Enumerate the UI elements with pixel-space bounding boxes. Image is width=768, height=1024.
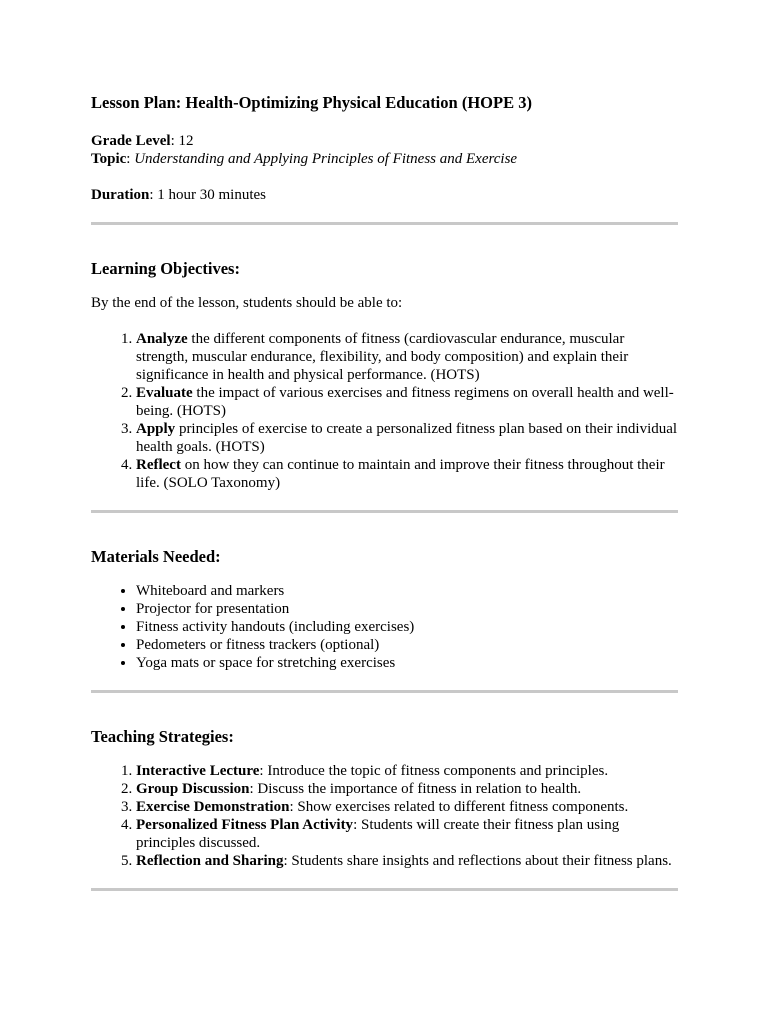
list-item	[136, 420, 678, 456]
strategy-text: : Students will create their fitness plan using principles discussed.	[136, 817, 620, 851]
list-item	[136, 816, 678, 852]
duration-label: Duration	[91, 187, 150, 203]
list-item	[136, 456, 678, 492]
list-item: • Whiteboard and markers	[136, 582, 678, 600]
grade-level-value: 12	[178, 133, 194, 149]
list-item: • Pedometers or fitness trackers (optional)	[136, 636, 678, 654]
section-divider	[91, 888, 678, 891]
duration-line: Duration: 1 hour 30 minutes	[91, 187, 267, 203]
strategy-name: Group Discussion	[136, 781, 250, 797]
objective-verb: Reflect	[136, 457, 181, 473]
list-item	[136, 330, 678, 384]
strategy-name: Personalized Fitness Plan Activity	[136, 817, 354, 833]
strategy-text: : Introduce the topic of fitness components and principles.	[259, 763, 609, 779]
list-item: • Yoga mats or space for stretching exercises	[136, 654, 678, 672]
spacer	[91, 168, 678, 186]
strategy-name: Exercise Demonstration	[136, 799, 290, 815]
strategy-name: Interactive Lecture	[136, 763, 260, 779]
list-item	[136, 384, 678, 420]
objective-text: the different components of fitness (cardiovascular endurance, muscular strength, muscular endurance, flexibility, and body composition) and explain their significance in health and physical performance. (HOTS)	[136, 331, 629, 383]
strategies-list	[91, 762, 678, 870]
topic-line: Topic: Understanding and Applying Principles of Fitness and Exercise	[91, 151, 518, 167]
list-item: • Fitness activity handouts (including exercises)	[136, 618, 678, 636]
grade-level-line: Grade Level: 12	[91, 133, 194, 149]
list-item	[136, 852, 678, 870]
materials-heading: Materials Needed:	[91, 547, 221, 566]
list-item: • Projector for presentation	[136, 600, 678, 618]
strategy-text: : Discuss the importance of fitness in relation to health.	[249, 781, 582, 797]
strategy-text: : Students share insights and reflections about their fitness plans.	[283, 853, 672, 869]
document-title: Lesson Plan: Health-Optimizing Physical Education (HOPE 3)	[91, 93, 532, 112]
objective-text: on how they can continue to maintain and improve their fitness throughout their life. (SOLO Taxonomy)	[136, 457, 665, 491]
topic-value: Understanding and Applying Principles of Fitness and Exercise	[134, 151, 518, 167]
objective-verb: Apply	[136, 421, 176, 437]
section-divider	[91, 690, 678, 693]
objective-verb: Analyze	[136, 331, 188, 347]
materials-list	[91, 582, 678, 672]
section-divider	[91, 510, 678, 513]
topic-label: Topic	[91, 151, 127, 167]
objective-text: the impact of various exercises and fitness regimens on overall health and well-being. (HOTS)	[136, 385, 674, 419]
list-item	[136, 780, 678, 798]
duration-value: 1 hour 30 minutes	[157, 187, 267, 203]
objectives-heading: Learning Objectives:	[91, 259, 240, 278]
strategy-name: Reflection and Sharing	[136, 853, 284, 869]
objective-verb: Evaluate	[136, 385, 193, 401]
strategy-text: : Show exercises related to different fitness components.	[289, 799, 629, 815]
strategies-heading: Teaching Strategies:	[91, 727, 234, 746]
list-item	[136, 798, 678, 816]
grade-level-label: Grade Level	[91, 133, 171, 149]
objectives-intro: By the end of the lesson, students should be able to:	[91, 295, 403, 311]
objectives-list	[91, 330, 678, 492]
section-divider	[91, 222, 678, 225]
objective-text: principles of exercise to create a personalized fitness plan based on their individual health goals. (HOTS)	[136, 421, 678, 455]
list-item	[136, 762, 678, 780]
